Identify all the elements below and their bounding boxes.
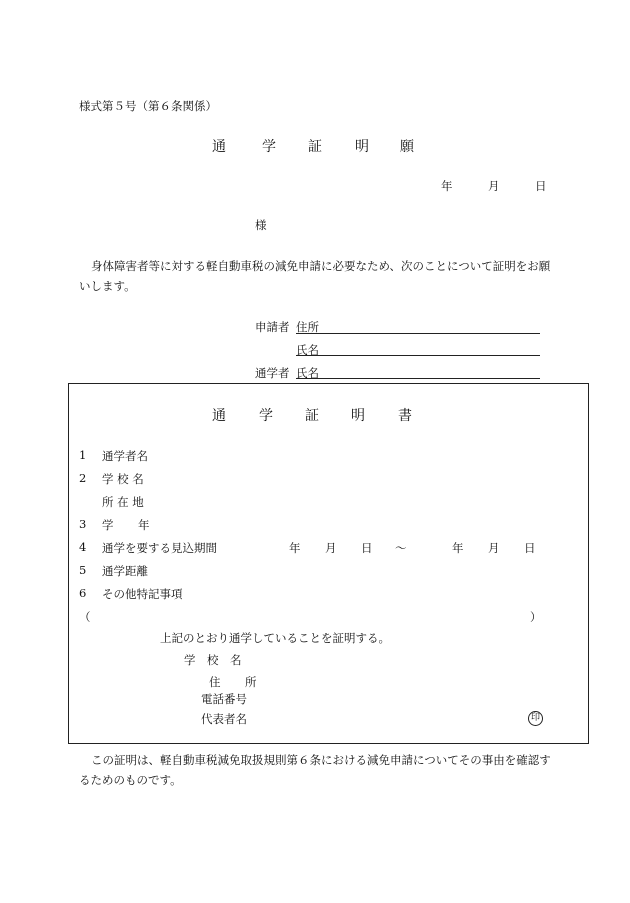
item-location-label: 所 在 地 xyxy=(102,495,144,509)
certificate-title-char: 書 xyxy=(398,408,412,424)
period-start-year: 年 xyxy=(289,541,301,555)
period-end-day: 日 xyxy=(524,541,536,555)
certificate-title-char: 通 xyxy=(212,408,226,424)
notes-paren-close: ） xyxy=(530,610,542,624)
commuter-name-field[interactable] xyxy=(296,378,540,379)
school-address-label-b: 所 xyxy=(245,675,257,689)
period-end-year: 年 xyxy=(452,541,464,555)
commuter-name-label: 氏名 xyxy=(296,366,319,380)
certificate-statement: 上記のとおり通学していることを証明する。 xyxy=(160,631,390,645)
school-name-label: 学 校 名 xyxy=(184,653,242,667)
request-title-char: 明 xyxy=(355,139,369,155)
item-grade-label-b: 年 xyxy=(138,518,150,532)
applicant-name-field[interactable] xyxy=(296,355,540,356)
school-address-label-a: 住 xyxy=(209,675,221,689)
notes-field[interactable] xyxy=(96,607,528,625)
item-number: 2 xyxy=(79,471,87,485)
item-number: 1 xyxy=(79,448,87,462)
request-title-char: 証 xyxy=(308,139,322,155)
date-month-label: 月 xyxy=(488,179,500,193)
form-id: 様式第５号（第６条関係） xyxy=(79,99,217,113)
request-body: 身体障害者等に対する軽自動車税の減免申請に必要なため、次のことについて証明をお願いします。 xyxy=(79,259,551,293)
notes-paren-open: （ xyxy=(79,610,91,624)
item-number: 6 xyxy=(79,586,87,600)
item-number: 5 xyxy=(79,563,87,577)
certificate-title-char: 明 xyxy=(351,408,365,424)
item-school-name-label: 学 校 名 xyxy=(102,472,144,486)
applicant-address-label: 住所 xyxy=(296,320,319,334)
seal-mark: 印 xyxy=(528,711,543,726)
item-number: 4 xyxy=(79,540,87,554)
phone-label: 電話番号 xyxy=(201,692,247,706)
date-year-label: 年 xyxy=(441,179,453,193)
item-period-label: 通学を要する見込期間 xyxy=(102,541,217,555)
period-start-month: 月 xyxy=(325,541,337,555)
period-start-day: 日 xyxy=(361,541,373,555)
request-title-char: 願 xyxy=(400,139,414,155)
period-end-month: 月 xyxy=(488,541,500,555)
period-tilde: ～ xyxy=(395,541,407,555)
applicant-name-label: 氏名 xyxy=(296,343,319,357)
item-notes-label: その他特記事項 xyxy=(102,587,183,601)
request-title-char: 通 xyxy=(212,139,226,155)
item-distance-label: 通学距離 xyxy=(102,564,148,578)
applicant-label: 申請者 xyxy=(255,320,290,334)
item-commuter-name-label: 通学者名 xyxy=(102,449,148,463)
item-number: 3 xyxy=(79,517,87,531)
certificate-title-char: 証 xyxy=(305,408,319,424)
certificate-title-char: 学 xyxy=(259,408,273,424)
date-day-label: 日 xyxy=(535,179,547,193)
addressee-suffix: 様 xyxy=(255,218,267,232)
commuter-label: 通学者 xyxy=(255,366,290,380)
footnote: この証明は、軽自動車税減免取扱規則第６条における減免申請についてその事由を確認するためのものです。 xyxy=(79,753,551,787)
item-grade-label-a: 学 xyxy=(102,518,114,532)
representative-label: 代表者名 xyxy=(201,712,247,726)
applicant-address-field[interactable] xyxy=(296,333,540,334)
request-title-char: 学 xyxy=(262,139,276,155)
